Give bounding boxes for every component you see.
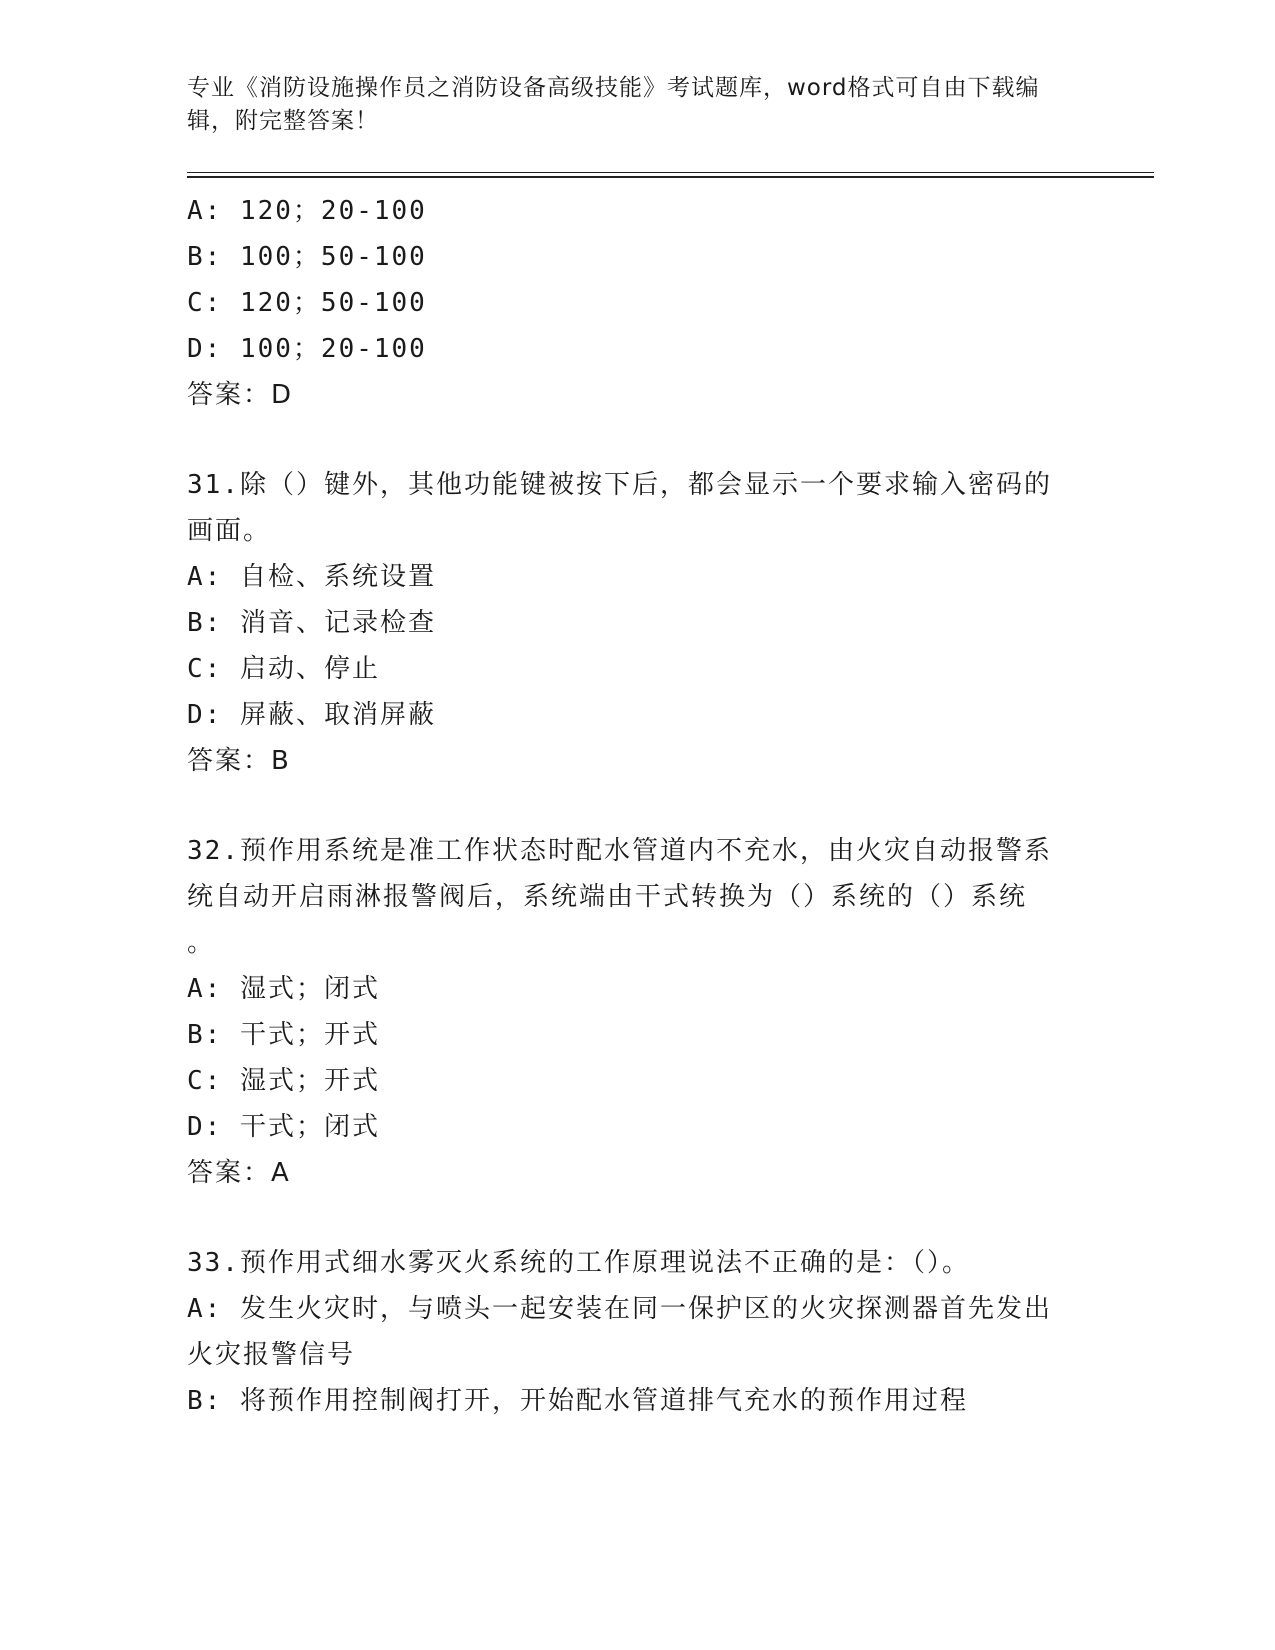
option-a: A: 自检、系统设置 bbox=[187, 562, 436, 592]
question-31-block bbox=[187, 462, 1087, 784]
question-33-block bbox=[187, 1240, 1087, 1424]
header-rule-top bbox=[187, 172, 1154, 173]
option-c: C: 湿式；开式 bbox=[187, 1066, 380, 1096]
option-b: B: 消音、记录检查 bbox=[187, 608, 436, 638]
header-rule-bottom bbox=[187, 176, 1154, 178]
question-stem-line: 。 bbox=[187, 928, 216, 958]
option-d: D: 屏蔽、取消屏蔽 bbox=[187, 700, 436, 730]
question-32-block bbox=[187, 828, 1087, 1196]
option-c: C: 120；50-100 bbox=[187, 288, 427, 318]
option-a: A: 120；20-100 bbox=[187, 196, 427, 226]
question-stem-line: 32.预作用系统是准工作状态时配水管道内不充水，由火灾自动报警系 bbox=[187, 836, 1052, 866]
option-a-continued: 火灾报警信号 bbox=[187, 1340, 356, 1370]
question-content bbox=[187, 188, 1087, 1424]
option-a: A: 发生火灾时，与喷头一起安装在同一保护区的火灾探测器首先发出 bbox=[187, 1294, 1052, 1324]
option-a: A: 湿式；闭式 bbox=[187, 974, 380, 1004]
option-b: B: 将预作用控制阀打开，开始配水管道排气充水的预作用过程 bbox=[187, 1386, 968, 1416]
answer: 答案：D bbox=[187, 380, 294, 410]
option-d: D: 干式；闭式 bbox=[187, 1112, 380, 1142]
question-30-block bbox=[187, 188, 1087, 418]
document-header bbox=[187, 72, 1067, 138]
option-d: D: 100；20-100 bbox=[187, 334, 427, 364]
header-line-2: 辑，附完整答案！ bbox=[187, 108, 379, 134]
question-stem-line: 统自动开启雨淋报警阀后，系统端由干式转换为（）系统的（）系统 bbox=[187, 882, 1028, 912]
question-stem-line: 31.除（）键外，其他功能键被按下后，都会显示一个要求输入密码的 bbox=[187, 470, 1052, 500]
header-line-1: 专业《消防设施操作员之消防设备高级技能》考试题库，word格式可自由下载编 bbox=[187, 75, 1040, 101]
question-stem-line: 画面。 bbox=[187, 516, 272, 546]
option-b: B: 干式；开式 bbox=[187, 1020, 380, 1050]
question-stem-line: 33.预作用式细水雾灭火系统的工作原理说法不正确的是：（）。 bbox=[187, 1248, 970, 1278]
answer: 答案：A bbox=[187, 1158, 291, 1188]
answer: 答案：B bbox=[187, 746, 291, 776]
option-c: C: 启动、停止 bbox=[187, 654, 380, 684]
option-b: B: 100；50-100 bbox=[187, 242, 427, 272]
